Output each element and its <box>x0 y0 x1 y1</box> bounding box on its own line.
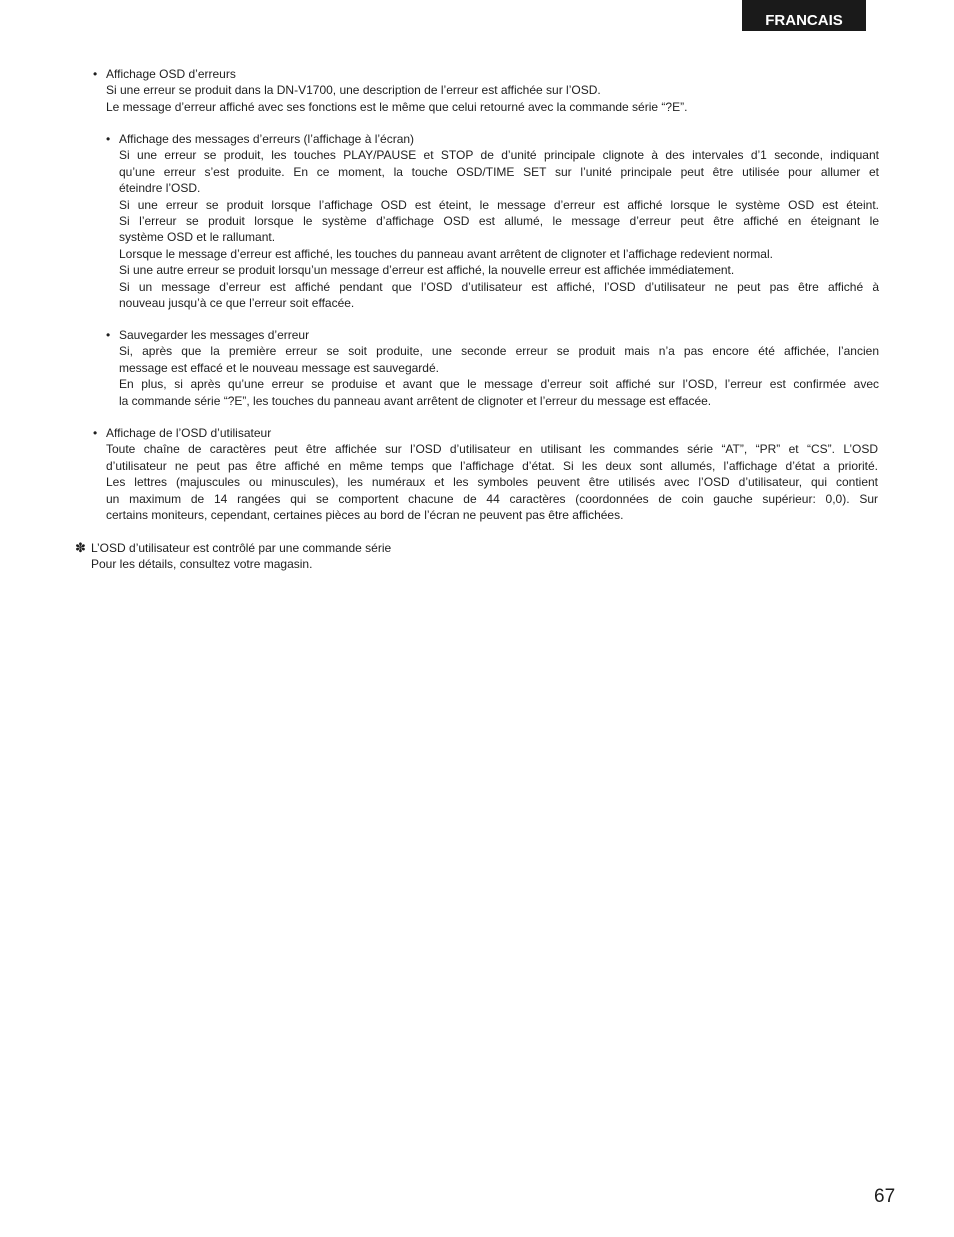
bullet-icon: • <box>93 426 98 440</box>
section-osd-errors <box>93 66 876 115</box>
section-error-messages-display <box>106 131 879 311</box>
paragraph-line: nouveau jusqu’à ce que l’erreur soit effacée. <box>119 296 355 311</box>
footnote-line: L’OSD d’utilisateur est contrôlé par une commande série <box>91 541 392 555</box>
page-number: 67 <box>874 1186 896 1207</box>
section-title: Affichage OSD d’erreurs <box>106 67 236 81</box>
paragraph-line: Si l’erreur se produit lorsque le système d’affichage OSD est allumé, le message d’erreur peut être affiché en éteignant le <box>119 214 879 229</box>
footnote-line: Pour les détails, consultez votre magasin. <box>91 557 313 572</box>
section-title: Sauvegarder les messages d’erreur <box>119 328 310 342</box>
paragraph-line: Si une erreur se produit dans la DN-V1700, une description de l’erreur est affichée sur l’OSD. <box>106 83 601 98</box>
paragraph-line: Si une erreur se produit, les touches PLAY/PAUSE et STOP de d’unité principale clignote à des intervales d’1 seconde, indiquant <box>119 148 879 163</box>
paragraph-line: éteindre l’OSD. <box>119 181 201 196</box>
section-title: Affichage de l’OSD d’utilisateur <box>106 426 272 440</box>
bullet-icon: • <box>106 132 111 146</box>
paragraph-line: message est effacé et le nouveau message est sauvegardé. <box>119 360 439 375</box>
footnote <box>75 540 691 573</box>
paragraph-line: Lorsque le message d’erreur est affiché, les touches du panneau avant arrêtent de clignoter et l’affichage redevient normal. <box>119 246 773 261</box>
asterisk-icon: ✽ <box>75 540 86 555</box>
paragraph-line: d’utilisateur ne peut pas être affiché en même temps que l’affichage d’état. Si les deux sont allumés, l’affichage d’état a priorité. <box>106 458 878 473</box>
language-tab: FRANCAIS <box>742 0 866 31</box>
paragraph-line: Toute chaîne de caractères peut être affichée sur l’OSD d’utilisateur en utilisant les commandes série “AT”, “PR” et “CS”. L’OSD <box>106 442 878 457</box>
paragraph-line: Les lettres (majuscules ou minuscules), les numéraux et les symboles peuvent être utilisés avec l’OSD d’utilisateur, qui contient <box>106 475 878 490</box>
section-title: Affichage des messages d’erreurs (l’affichage à l’écran) <box>119 132 415 146</box>
paragraph-line: Si un message d’erreur est affiché pendant que l’OSD d’utilisateur est affiché, l’OSD d’utilisateur ne peut pas être affiché à <box>119 279 879 294</box>
paragraph-line: certains moniteurs, cependant, certaines pièces au bord de l’écran ne peuvent pas être affichées. <box>106 508 624 523</box>
paragraph-line: qu’une erreur s’est produite. En ce moment, la touche OSD/TIME SET sur l’unité principale peut être utilisée pour allumer et <box>119 164 879 179</box>
paragraph-line: la commande série “?E”, les touches du panneau avant arrêtent de clignoter et l’erreur du message est effacée. <box>119 393 712 408</box>
bullet-icon: • <box>93 67 98 81</box>
paragraph-line: Le message d’erreur affiché avec ses fonctions est le même que celui retourné avec la commande série “?E”. <box>106 99 688 114</box>
paragraph-line: un maximum de 14 rangées qui se comportent chacune de 44 caractères (coordonnées de coin gauche supérieur: 0,0). Sur <box>106 491 878 506</box>
paragraph-line: Si une autre erreur se produit lorsqu’un message d’erreur est affiché, la nouvelle erreur est affichée immédiatement. <box>119 263 735 278</box>
bullet-icon: • <box>106 328 111 342</box>
paragraph-line: Si une erreur se produit lorsque l’affichage OSD est éteint, le message d’erreur est affiché lorsque le système OSD est éteint. <box>119 197 879 212</box>
paragraph-line: système OSD et le rallumant. <box>119 230 276 245</box>
section-user-osd <box>93 425 878 523</box>
paragraph-line: Si, après que la première erreur se soit produite, une seconde erreur se produit mais n’a pas encore été affichée, l’ancien <box>119 344 879 359</box>
paragraph-line: En plus, si après qu’une erreur se produise et avant que le message d’erreur soit affiché sur l’OSD, l’erreur est confirmée avec <box>119 377 879 392</box>
section-save-error-messages <box>106 327 879 409</box>
